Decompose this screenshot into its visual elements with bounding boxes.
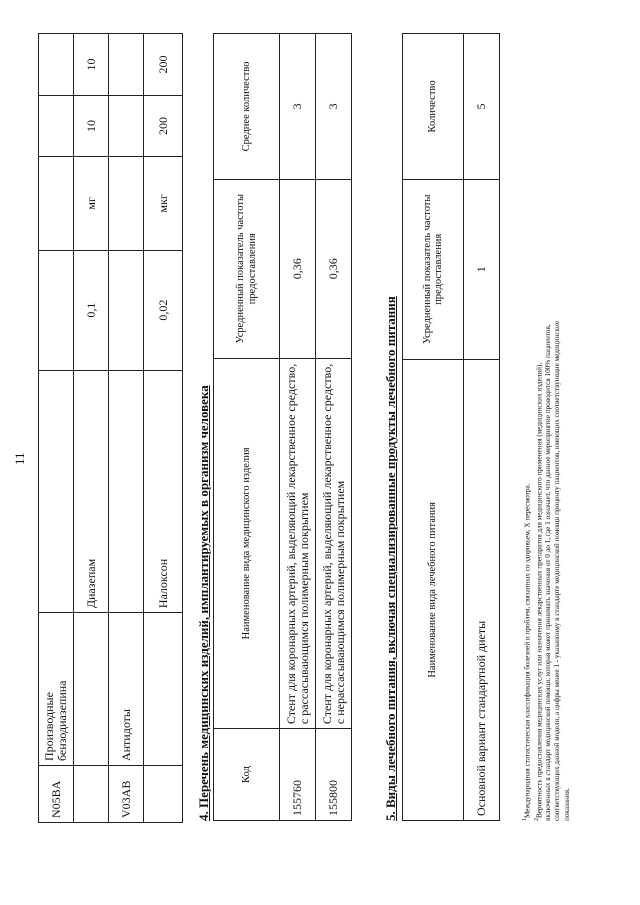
atc-group-name: Производные бензодиазепина [39,613,74,766]
implant-quantity: 3 [280,34,316,180]
implant-frequency: 0,36 [280,179,316,358]
footnote-2-line-1: $^2$Вероятность предоставления медицинских услуг или назначения лекарственных препаратов для медицинского применения (медицинских изделий), [533,362,543,821]
drug-course: 10 [74,34,109,96]
table-row [280,34,316,821]
drug-amount: 0,1 [74,250,109,370]
implant-table [213,33,352,821]
section5-title: 5. Виды лечебного питания, включая специализированные продукты лечебного питания [383,296,398,821]
drug-table [38,33,183,823]
drug-dose [109,95,144,156]
drug-amount: 0,02 [144,250,183,370]
table-row [39,34,74,823]
drug-dose [39,95,74,156]
drug-dose: 200 [144,95,183,156]
table-row [74,34,109,823]
footnote-1-text: Международная статистическая классификация болезней и проблем, связанных со здоровьем, X пересмотра. [523,483,532,818]
drug-amount [109,250,144,370]
implant-frequency: 0,36 [316,179,352,358]
drug-unit: мг [74,156,109,250]
nutrition-table [402,33,500,821]
implant-code: 155800 [316,729,352,821]
atc-group-name: Антидоты [109,613,144,766]
col-header-frequency: Усредненный показатель частоты предоставления [214,179,280,358]
atc-group-name [74,613,109,766]
implant-code: 155760 [280,729,316,821]
footnote-2-line-3: соответствующих данной модели, а цифры менее 1 - указанному в стандарте медицинской помощи проценту пациентов, имеющих соответствующие медицинские [553,320,562,821]
implant-name: Стент для коронарных артерий, выделяющий лекарственное средство, с нерассасывающимся полимерным покрытием [316,358,352,728]
drug-course [39,34,74,96]
footnotes [521,321,572,821]
col-header-name: Наименование вида медицинского изделия [214,358,280,728]
drug-unit [109,156,144,250]
table-row [144,34,183,823]
nutrition-frequency: 1 [464,179,500,359]
atc-code: N05BA [39,766,74,823]
nutrition-quantity: 5 [464,34,500,180]
implant-quantity: 3 [316,34,352,180]
atc-code: V03AB [109,766,144,823]
section4-title: 4. Перечень медицинских изделий, имплантируемых в организм человека [196,385,211,821]
col-header-frequency: Усредненный показатель частоты предоставления [403,179,464,359]
table-row [109,34,144,823]
drug-amount [39,250,74,370]
atc-code [74,766,109,823]
col-header-code: Код [214,729,280,821]
drug-name [39,370,74,613]
footnote-2-line-4: показания. [562,788,571,821]
drug-unit [39,156,74,250]
drug-unit: мкг [144,156,183,250]
footnote-2-line-2: включенных в стандарт медицинской помощи, которая может принимать значения от 0 до 1, где 1 означает, что данное мероприятие проводится 100% пациентов, [544,324,553,821]
drug-dose: 10 [74,95,109,156]
drug-course: 200 [144,34,183,96]
table-row [464,34,500,821]
table-header-row [403,34,464,821]
drug-name: Диазепам [74,370,109,613]
page-number: 11 [12,452,27,465]
footnote-1: $^1$Международная статистическая классификация болезней и проблем, связанных со здоровьем, X пересмотра. [522,483,532,821]
nutrition-name: Основной вариант стандартной диеты [464,359,500,820]
table-header-row [214,34,280,821]
footnote-2-text: Вероятность предоставления медицинских услуг или назначения лекарственных препаратов для медицинского применения (медицинских изделий), [534,362,543,818]
drug-course [109,34,144,96]
drug-name [109,370,144,613]
col-header-nutrition-name: Наименование вида лечебного питания [403,359,464,820]
implant-name: Стент для коронарных артерий, выделяющий лекарственное средство, с рассасывающимся полимерным покрытием [280,358,316,728]
table-row [316,34,352,821]
atc-group-name [144,613,183,766]
atc-code [144,766,183,823]
col-header-quantity: Количество [403,34,464,180]
col-header-quantity: Среднее количество [214,34,280,180]
drug-name: Налоксон [144,370,183,613]
